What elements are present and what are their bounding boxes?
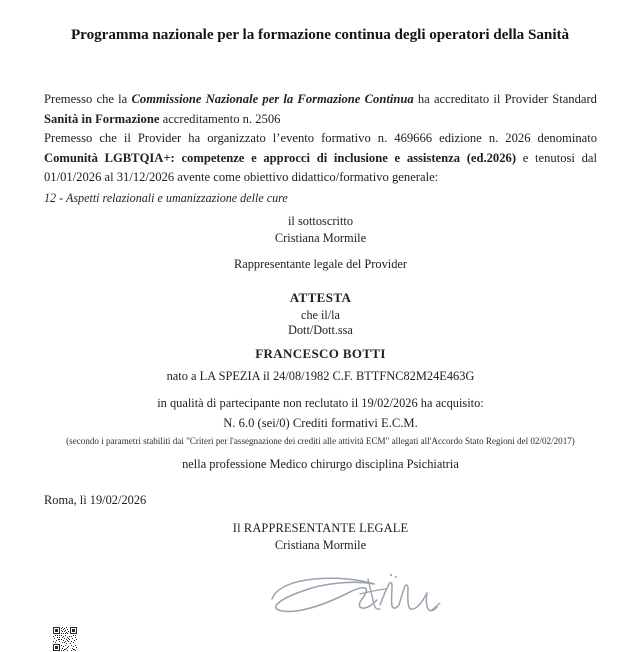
attests-that-label: che il/la xyxy=(301,308,340,322)
place-and-date: Roma, lì 19/02/2026 xyxy=(44,493,147,507)
recipient-title-prefix: Dott/Dott.ssa xyxy=(288,323,353,337)
recipient-name: FRANCESCO BOTTI xyxy=(255,346,386,361)
recipient-birth-and-fiscal-code: nato a LA SPEZIA il 24/08/1982 C.F. BTTFNC82M24E463G xyxy=(166,369,475,383)
training-objective: 12 - Aspetti relazionali e umanizzazione delle cure xyxy=(44,191,288,205)
premise-1-text-a: Premesso che la xyxy=(44,92,132,106)
premise-2-text-a: Premesso che il Provider ha organizzato l’evento formativo n. 469666 edizione n. 2026 denominato xyxy=(44,131,597,146)
profession-line: nella professione Medico chirurgo disciplina Psichiatria xyxy=(182,457,459,471)
page-title: Programma nazionale per la formazione continua degli operatori della Sanità xyxy=(70,26,570,43)
legal-representative-role: Rappresentante legale del Provider xyxy=(233,257,408,271)
premise-1-commission: Commissione Nazionale per la Formazione Continua xyxy=(131,92,414,106)
premise-paragraph-2 xyxy=(44,129,597,188)
credits-awarded: N. 6.0 (sei/0) Crediti formativi E.C.M. xyxy=(223,416,418,430)
signature-block-title: Il RAPPRESENTANTE LEGALE xyxy=(232,521,409,535)
participation-line: in qualità di partecipante non reclutato il 19/02/2026 ha acquisito: xyxy=(157,396,484,410)
premise-1-text-c: ha accreditato il Provider Standard xyxy=(413,92,597,106)
attests-heading: ATTESTA xyxy=(289,290,352,305)
signature-block-name: Cristiana Mormile xyxy=(274,538,367,552)
premise-1-provider: Sanità in Formazione xyxy=(44,111,160,126)
qr-code[interactable] xyxy=(52,626,78,652)
credits-footnote: (secondo i parametri stabiliti dai "Criteri per l'assegnazione dei crediti alle attività ECM" allegati all'Accordo Stato Regioni del 02/02/2017) xyxy=(66,436,575,446)
premise-2-text-c: e tenutosi dal 01/01/2026 al 31/12/2026 avente come obiettivo didattico/formativo generale: xyxy=(44,150,597,185)
handwritten-signature xyxy=(262,563,452,625)
undersigned-label: il sottoscritto xyxy=(287,214,354,228)
premise-block xyxy=(44,90,597,188)
legal-representative-name: Cristiana Mormile xyxy=(274,231,367,245)
premise-1-text-e: accreditamento n. 2506 xyxy=(159,111,281,126)
premise-paragraph-1 xyxy=(44,90,597,129)
premise-2-event-name: Comunità LGBTQIA+: competenze e approcci di inclusione e assistenza (ed.2026) xyxy=(44,150,517,165)
